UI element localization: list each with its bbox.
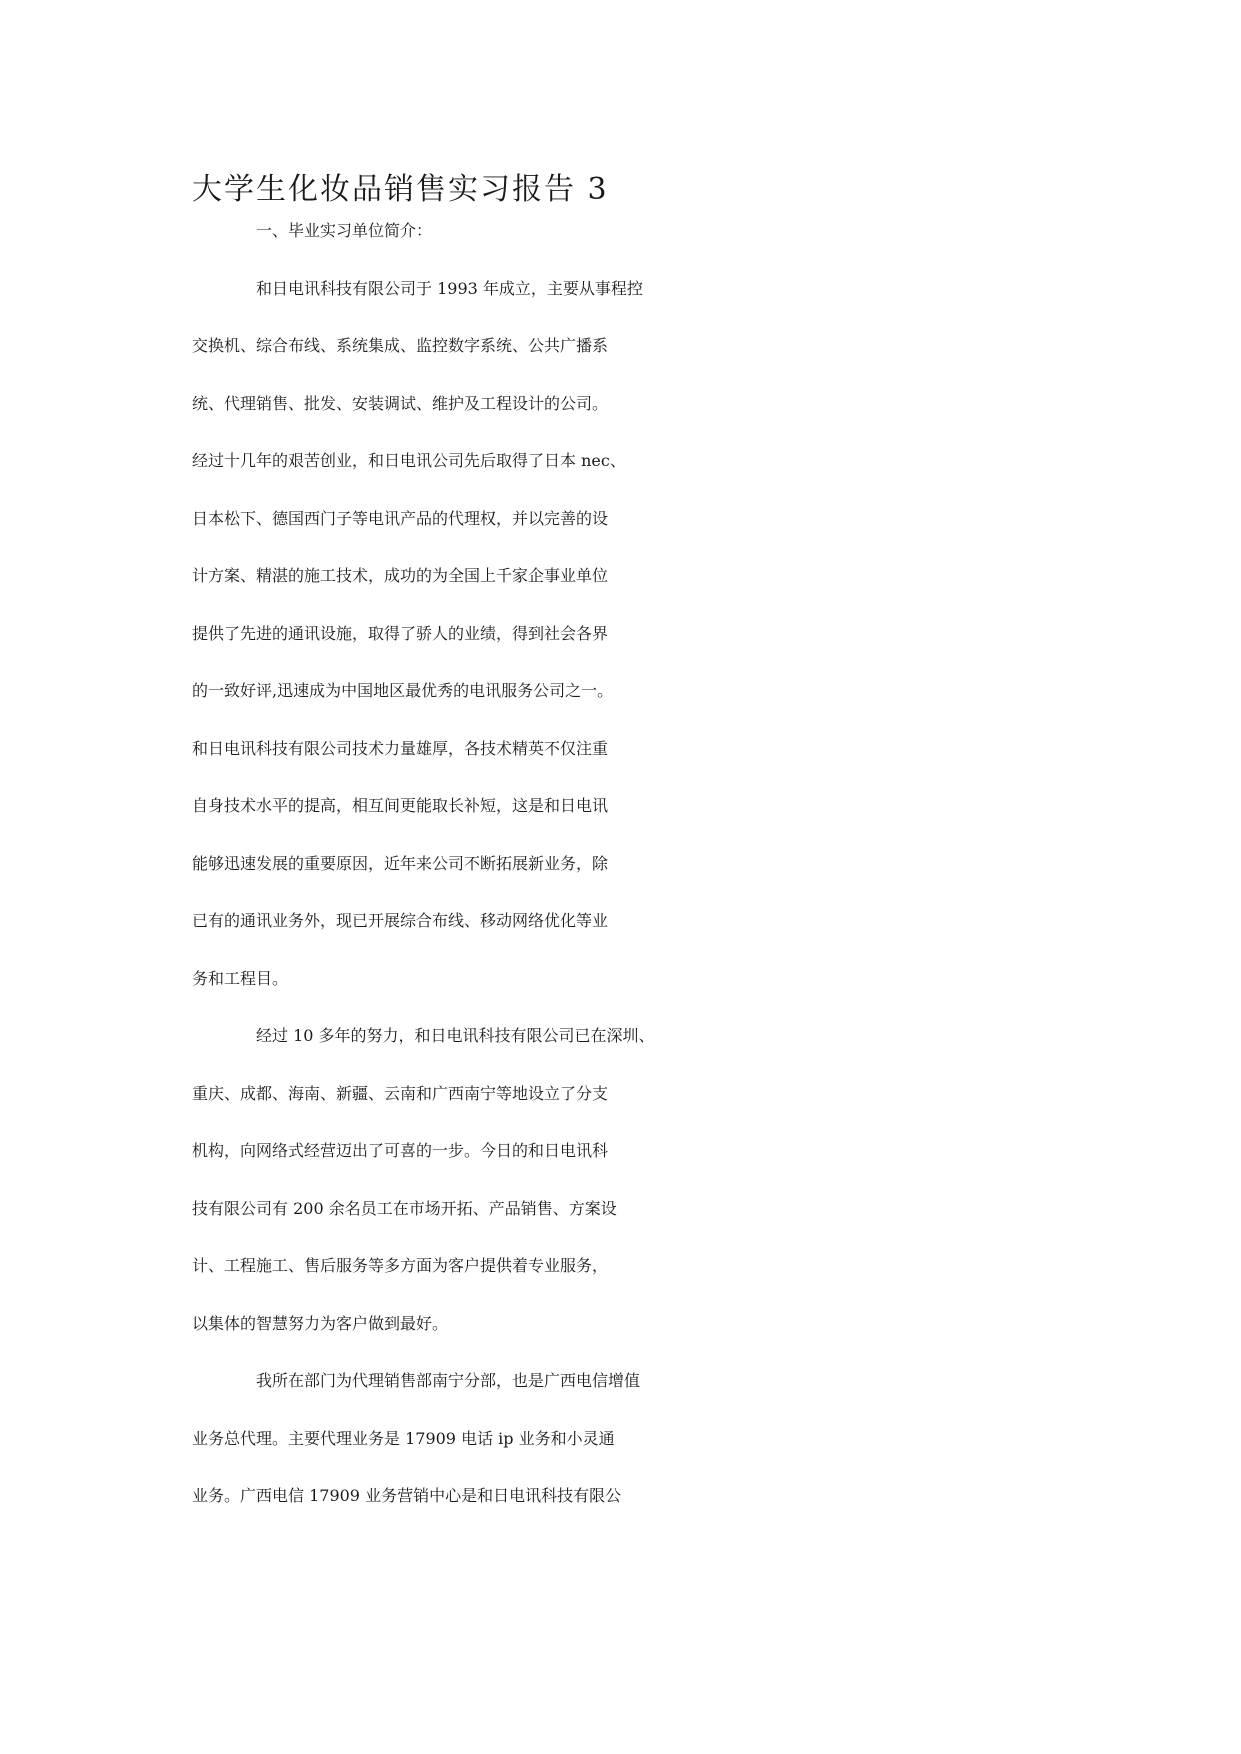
paragraph-section-heading bbox=[192, 218, 1052, 276]
paragraph-line: 经过十几年的艰苦创业，和日电讯公司先后取得了日本 nec、 bbox=[192, 451, 626, 470]
paragraph-department bbox=[192, 1368, 1052, 1541]
paragraph-line: 计方案、精湛的施工技术，成功的为全国上千家企事业单位 bbox=[192, 566, 609, 585]
paragraph-line: 和日电讯科技有限公司于 1993 年成立，主要从事程控 bbox=[256, 278, 643, 298]
paragraph-line: 业务。广西电信 17909 业务营销中心是和日电讯科技有限公 bbox=[192, 1486, 622, 1505]
paragraph-line: 计、工程施工、售后服务等多方面为客户提供着专业服务， bbox=[192, 1256, 609, 1275]
paragraph-line: 能够迅速发展的重要原因，近年来公司不断拓展新业务，除 bbox=[192, 853, 609, 873]
paragraph-line: 我所在部门为代理销售部南宁分部，也是广西电信增值 bbox=[256, 1371, 641, 1390]
paragraph-line: 日本松下、德国西门子等电讯产品的代理权，并以完善的设 bbox=[192, 508, 609, 528]
paragraph-company-growth bbox=[192, 1023, 1052, 1368]
paragraph-line: 以集体的智慧努力为客户做到最好。 bbox=[192, 1313, 449, 1333]
paragraph-line: 一、毕业实习单位简介： bbox=[256, 221, 433, 240]
paragraph-line: 务和工程目。 bbox=[192, 968, 289, 988]
paragraph-line: 和日电讯科技有限公司技术力量雄厚，各技术精英不仅注重 bbox=[192, 738, 609, 758]
paragraph-line: 统、代理销售、批发、安装调试、维护及工程设计的公司。 bbox=[192, 393, 609, 413]
paragraph-line: 经过 10 多年的努力，和日电讯科技有限公司已在深圳、 bbox=[256, 1026, 655, 1045]
paragraph-line: 已有的通讯业务外，现已开展综合布线、移动网络优化等业 bbox=[192, 911, 609, 930]
paragraph-line: 技有限公司有 200 余名员工在市场开拓、产品销售、方案设 bbox=[192, 1198, 617, 1218]
paragraph-line: 交换机、综合布线、系统集成、监控数字系统、公共广播系 bbox=[192, 336, 609, 355]
paragraph-line: 的一致好评,迅速成为中国地区最优秀的电讯服务公司之一。 bbox=[192, 681, 614, 700]
document-body bbox=[192, 162, 1052, 1541]
paragraph-line: 重庆、成都、海南、新疆、云南和广西南宁等地设立了分支 bbox=[192, 1083, 609, 1103]
paragraph-line: 提供了先进的通讯设施，取得了骄人的业绩，得到社会各界 bbox=[192, 623, 609, 643]
paragraph-company-intro bbox=[192, 276, 1052, 1024]
paragraph-line: 自身技术水平的提高，相互间更能取长补短，这是和日电讯 bbox=[192, 796, 609, 815]
paragraph-line: 机构，向网络式经营迈出了可喜的一步。今日的和日电讯科 bbox=[192, 1141, 609, 1160]
paragraph-line: 业务总代理。主要代理业务是 17909 电话 ip 业务和小灵通 bbox=[192, 1428, 615, 1448]
document-title: 大学生化妆品销售实习报告 3 bbox=[192, 172, 609, 207]
